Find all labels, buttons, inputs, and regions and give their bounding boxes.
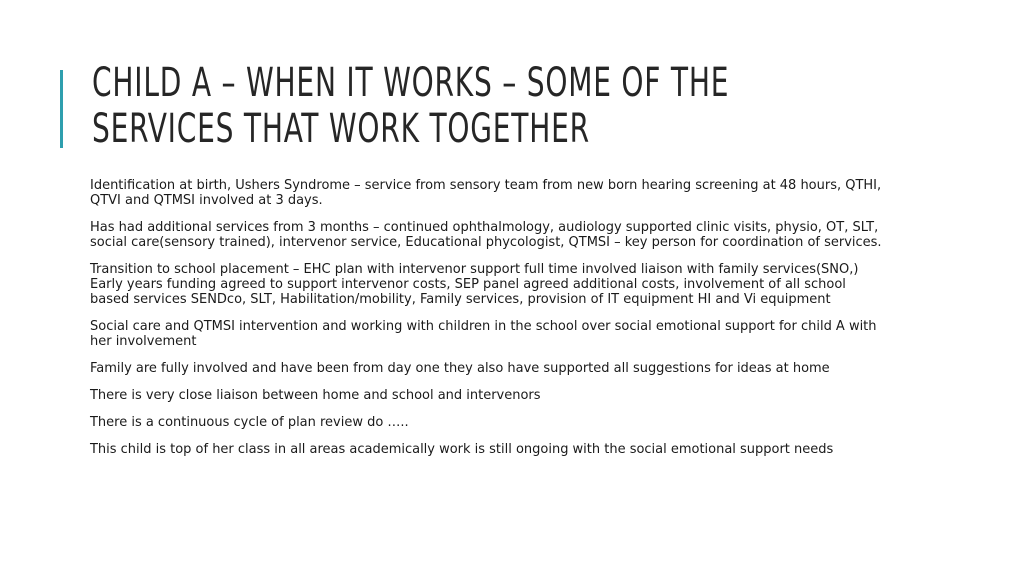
paragraph-additional-services: Has had additional services from 3 months – continued ophthalmology, audiology supported clinic visits, physio, OT, SLT, social care(sensory trained), intervenor service, Educational phycologist, QTMSI – key person for coordination of services. <box>90 220 882 250</box>
paragraph-identification: Identification at birth, Ushers Syndrome – service from sensory team from new born hearing screening at 48 hours, QTHI, QTVI and QTMSI involved at 3 days. <box>90 178 882 208</box>
title-line-1: CHILD A – WHEN IT WORKS – SOME OF THE <box>92 60 730 106</box>
paragraph-liaison: There is very close liaison between home and school and intervenors <box>90 388 541 403</box>
slide-title <box>92 60 778 152</box>
title-line-2: SERVICES THAT WORK TOGETHER <box>92 106 590 152</box>
paragraph-family: Family are fully involved and have been from day one they also have supported all suggestions for ideas at home <box>90 361 830 376</box>
paragraph-social-care: Social care and QTMSI intervention and working with children in the school over social emotional support for child A with her involvement <box>90 319 877 349</box>
title-accent-bar <box>60 70 63 148</box>
paragraph-transition: Transition to school placement – EHC plan with intervenor support full time involved liaison with family services(SNO,) Early years funding agreed to support intervenor costs, SEP panel agreed additional costs, involvement of all school based services SENDco, SLT, Habilitation/mobility, Family services, provision of IT equipment HI and Vi equipment <box>90 262 859 307</box>
paragraph-review-cycle: There is a continuous cycle of plan review do ….. <box>90 415 409 430</box>
slide-body <box>90 178 910 469</box>
paragraph-outcome: This child is top of her class in all areas academically work is still ongoing with the social emotional support needs <box>90 442 834 457</box>
